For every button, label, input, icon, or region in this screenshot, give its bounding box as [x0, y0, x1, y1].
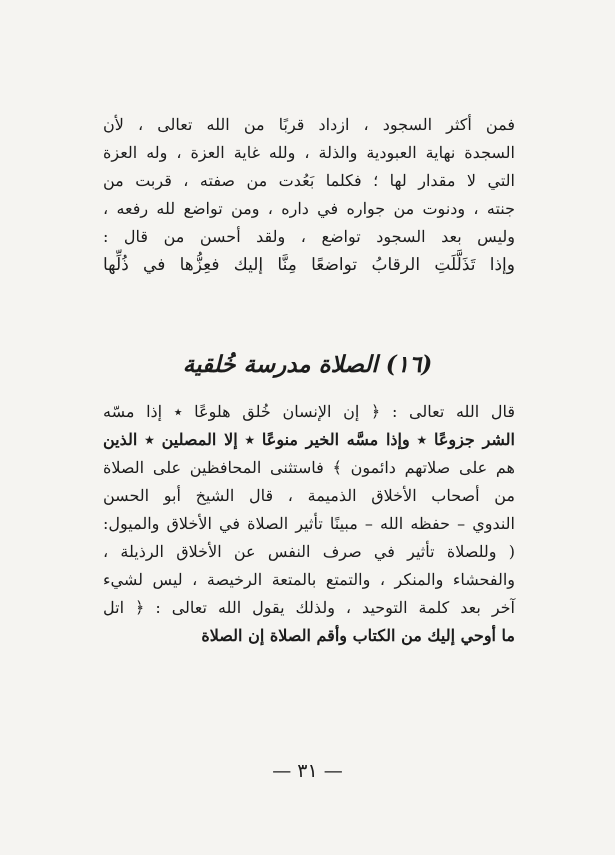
text-line: من أصحاب الأخلاق الذميمة ، قال الشيخ أبو الحسن [103, 486, 515, 505]
poetry-verse: وإذا تَذَلَّلَتِ الرقابُ تواضعًا مِنَّا إليك فعِزُّها في ذُلِّها [103, 255, 515, 275]
text-line: وليس بعد السجود تواضع ، ولقد أحسن من قال : [103, 227, 515, 246]
page-number: — ٣١ — [272, 760, 343, 782]
section-heading: (١٦) الصلاة مدرسة خُلقية [182, 351, 433, 378]
quran-text-line: الشر جزوعًا ٭ وإذا مسَّه الخير منوعًا ٭ إلا المصلين ٭ الذين [103, 430, 515, 449]
text-line: والفحشاء والمنكر ، والتمتع بالمتعة الرخيصة ، ليس لشيء [103, 570, 515, 589]
text-line: التي لا مقدار لها ؛ فكلما بَعُدت من صفته ، قربت من [103, 171, 515, 190]
text-line: هم على صلاتهم دائمون ﴾ فاستثنى المحافظين على الصلاة [103, 458, 515, 477]
text-line: الندوي – حفظه الله – مبينًا تأثير الصلاة في الأخلاق والميول: [103, 514, 515, 533]
text-line: السجدة نهاية العبودية والذلة ، ولله غاية العزة ، وله العزة [103, 143, 515, 162]
quran-text-line: ما أوحي إليك من الكتاب وأقم الصلاة إن الصلاة [201, 626, 515, 645]
text-line: قال الله تعالى : ﴿ إن الإنسان خُلق هلوعًا ٭ إذا مسّه [103, 402, 515, 421]
paragraph-salah-character [103, 398, 515, 650]
text-line: ( وللصلاة تأثير في صرف النفس عن الأخلاق الرذيلة ، [103, 542, 515, 561]
text-line: فمن أكثر السجود ، ازداد قربًا من الله تعالى ، لأن [103, 115, 515, 134]
text-line: آخر بعد كلمة التوحيد ، ولذلك يقول الله تعالى : ﴿ اتل [103, 598, 515, 617]
paragraph-sujud [103, 111, 515, 279]
text-line: جنته ، ودنوت من جواره في داره ، ومن تواضع لله رفعه ، [103, 199, 515, 218]
